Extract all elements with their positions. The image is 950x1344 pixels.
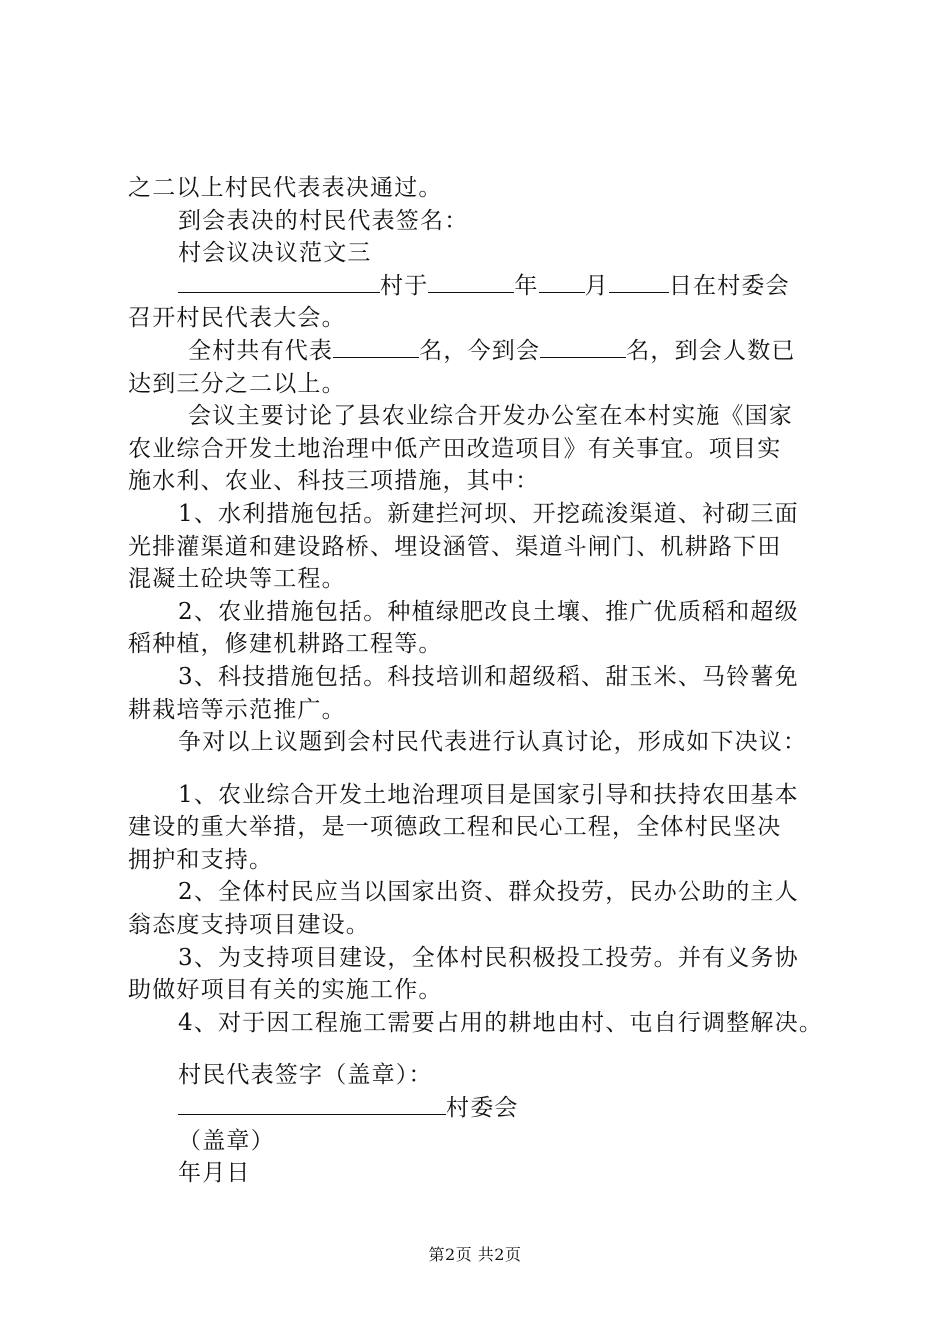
text-line: 3、科技措施包括。科技培训和超级稻、甜玉米、马铃薯免: [178, 663, 799, 690]
text-line: 助做好项目有关的实施工作。: [128, 977, 443, 1004]
committee-name-blank: [178, 1092, 446, 1115]
text-line: 召开村民代表大会。: [128, 305, 346, 332]
year-blank: [428, 270, 514, 293]
text-line: 混凝土砼块等工程。: [128, 566, 346, 593]
page-number: 第2页 共2页: [428, 1245, 522, 1264]
spacer: [128, 1039, 833, 1059]
text-line: 到会表决的村民代表签名：: [178, 207, 469, 234]
text-line: 2、农业措施包括。种植绿肥改良土壤、推广优质稻和超级: [178, 598, 799, 625]
committee-line: 村委会: [128, 1092, 833, 1125]
text-line: 争对以上议题到会村民代表进行认真讨论，形成如下决议：: [178, 729, 808, 756]
text-line: 拥护和支持。: [128, 846, 274, 873]
text-line: 建设的重大举措，是一项德政工程和民心工程，全体村民坚决: [128, 814, 782, 841]
text-line: 翁态度支持项目建设。: [128, 912, 370, 939]
section-heading: 村会议决议范文三: [178, 240, 372, 267]
meeting-date-line: 村于 年 月 日在村委会: [128, 270, 833, 303]
text-line: 之二以上村民代表表决通过。: [128, 175, 443, 201]
text-line: 耕栽培等示范推广。: [128, 696, 346, 723]
text-line: 施水利、农业、科技三项措施，其中：: [128, 468, 540, 495]
text-line: 2、全体村民应当以国家出资、群众投劳，民办公助的主人: [178, 879, 799, 906]
spacer: [128, 759, 833, 779]
text-line: 会议主要讨论了县农业综合开发办公室在本村实施《国家: [188, 403, 793, 430]
present-representatives-blank: [540, 335, 626, 358]
attendance-line: 全村共有代表 名，今到会 名，到会人数已: [128, 335, 833, 368]
text-line: 1、农业综合开发土地治理项目是国家引导和扶持农田基本: [178, 781, 799, 808]
month-blank: [539, 270, 585, 293]
text-line: 稻种植，修建机耕路工程等。: [128, 631, 443, 658]
seal-label: （盖章）: [178, 1127, 275, 1154]
day-blank: [609, 270, 669, 293]
text-line: 3、为支持项目建设，全体村民积极投工投劳。并有义务协: [178, 944, 799, 971]
text-line: 光排灌渠道和建设路桥、埋设涵管、渠道斗闸门、机耕路下田: [128, 533, 782, 560]
text-line: 1、水利措施包括。新建拦河坝、开挖疏浚渠道、衬砌三面: [178, 500, 799, 527]
text-line: 达到三分之二以上。: [128, 370, 346, 397]
date-label: 年月日: [178, 1160, 251, 1187]
document-body: [128, 172, 833, 1190]
signature-label: 村民代表签字（盖章）：: [178, 1062, 433, 1089]
text-line: 4、对于因工程施工需要占用的耕地由村、屯自行调整解决。: [178, 1009, 824, 1036]
text-line: 农业综合开发土地治理中低产田改造项目》有关事宜。项目实: [128, 435, 782, 462]
total-representatives-blank: [333, 335, 419, 358]
village-name-blank: [178, 270, 380, 293]
